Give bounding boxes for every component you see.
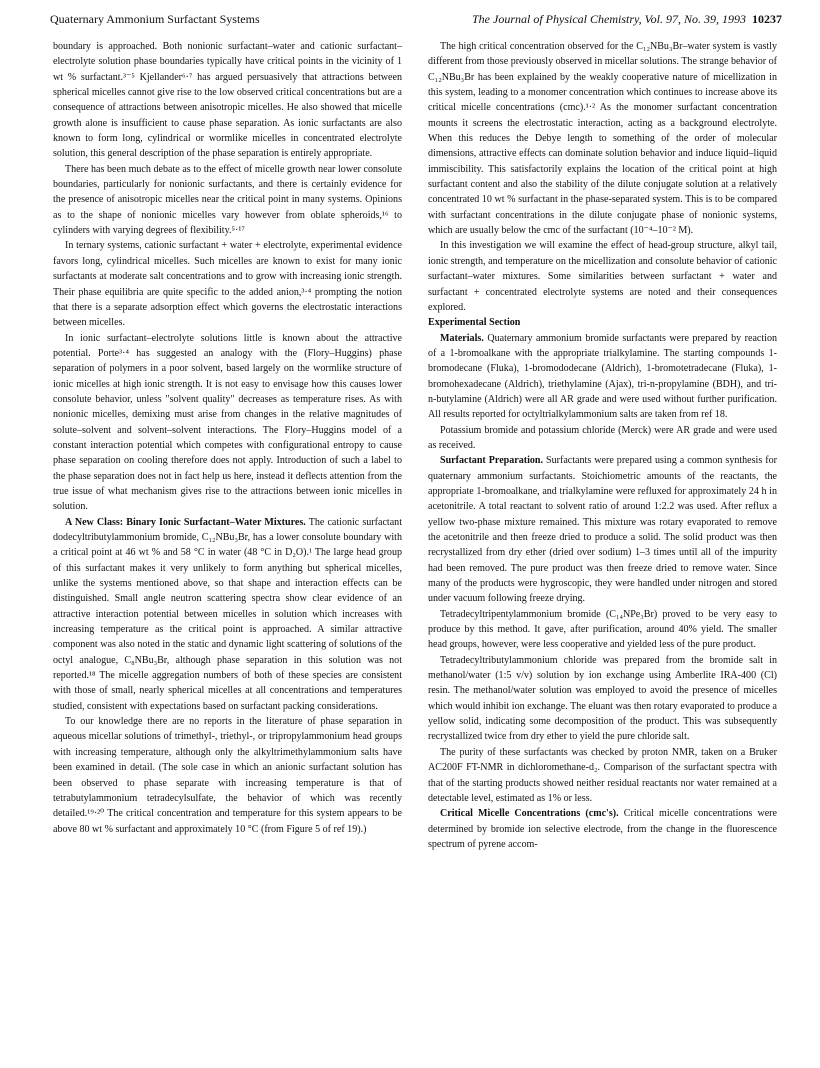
- run-in-heading: A New Class: Binary Ionic Surfactant–Water Mixtures.: [65, 516, 306, 528]
- run-in-heading: Surfactant Preparation.: [440, 455, 544, 467]
- paragraph-text: Surfactants were prepared using a common synthesis for quaternary ammonium surfactants. Stoichiometric amounts of the reactants, the appropriate 1-bromoalkane, and trialkylamine were refluxed for approximately 24 h in acetonitrile. A total reactant to solvent ratio of around 1:2.2 was used. After reflux a yellow two-phase mixture remained. This mixture was rotary evaporated to remove the acetonitrile and then freeze dried to produce a solid. The solid product was then recrystallized from dry ether (dried over sodium) 1–3 times until all of the impurity had been removed. The pure product was then freeze dried to remove water. Since many of the products were hygroscopic, they were handled under nitrogen and stored under vacuum following freeze drying.: [428, 455, 777, 605]
- running-title: Quaternary Ammonium Surfactant Systems: [50, 12, 260, 26]
- paragraph: Potassium bromide and potassium chloride (Merck) were AR grade and were used as received.: [428, 424, 777, 451]
- paragraph: In this investigation we will examine the effect of head-group structure, alkyl tail, ionic strength, and temperature on the micellization and consolute behavior of cationic surfactant–water mixtures. Some similarities between surfactant + water and surfactant + concentrated electrolyte systems are noted and their consequences explored.: [428, 240, 777, 313]
- run-in-heading: Materials.: [440, 332, 484, 344]
- paragraph: There has been much debate as to the effect of micelle growth near lower consolute boundaries, particularly for nonionic surfactants, and there is certainly evidence for the presence of anisotropic micelles near the critical point in many systems. Opinions as to the shape of nonionic micelles vary however from oblate spheroids,¹⁶ to cylinders with varying degrees of flexibility.⁵·¹⁷: [53, 163, 402, 237]
- paragraph: The purity of these surfactants was checked by proton NMR, taken on a Bruker AC200F FT-NMR in dichloromethane-d₂. Comparison of the surfactant spectra with that of the starting products showed neither residual reactants nor water remained at a detectable level, estimated as 1% or less.: [428, 746, 777, 804]
- paragraph: In ionic surfactant–electrolyte solutions little is known about the attractive potential. Porte³·⁴ has suggested an analogy with the (Flory–Huggins) phase separation of polymers in a poor solvent, based largely on the wormlike structure of ionic micelles at high ionic strength. It is not easy to envisage how this causes lower consolute behavior, unless "solvent quality" decreases as temperature rises. As with nonionic micelles, demixing must arise from changes in the relative magnitudes of solute–solvent and solvent–solvent interactions. The Flory–Huggins model of a constant interaction potential which competes with configurational entropy to cause phase separation on cooling therefore does not apply. Introduction of such a label to the phase separation does not in fact help us here, instead it deflects attention from the true issue of what mechanism gives rise to the attractions between ionic micelles in solution.: [53, 332, 402, 513]
- paragraph-text: Quaternary ammonium bromide surfactants were prepared by reaction of a 1-bromoalkane with the appropriate trialkylamine. The starting compounds 1-bromodecane (Fluka), 1-bromododecane (Aldrich), 1-bromotetradecane (Fluka), 1-bromohexadecane (Aldrich), triethylamine (Ajax), tri-n-propylamine (BDH), and tri-n-butylamine (Aldrich) were all AR grade and were used without further purification. All results reported for octyltrialkylammonium salts are taken from ref 18.: [428, 332, 778, 421]
- paragraph: [428, 806, 777, 852]
- paragraph: boundary is approached. Both nonionic surfactant–water and cationic surfactant–electrolyte solution phase boundaries typically have critical points in the vicinity of 1 wt % surfactant.³⁻⁵ Kjellander⁶·⁷ has argued persuasively that attractions between spherical micelles cannot give rise to the low observed critical concentrations but are a consequence of attractions between anisotropic micelles. He also showed that micelle growth alone is insufficient to cause phase separation. As ionic surfactants are also known to form long, cylindrical or wormlike micelles in concentrated electrolyte solution, this general description of the phase separation is entirely appropriate.: [53, 41, 402, 160]
- paragraph: In ternary systems, cationic surfactant + water + electrolyte, experimental evidence favors long, cylindrical micelles. Such micelles are known to exist for many ionic surfactants at moderate salt concentrations and to grow with increasing ionic strength. Their phase equilibria are quite specific to the added anion,³·⁴ prompting the notion that there is a separate adsorption effect which governs the electrostatic interactions between micelles.: [53, 240, 402, 329]
- page-number: 10237: [752, 12, 782, 26]
- paragraph-text: The cationic surfactant dodecyltributylammonium bromide, C₁₂NBu₃Br, has a lower consolute boundary with a critical point at 46 wt % and 58 °C in water (48 °C in D₂O).¹ The large head group of this surfactant makes it very unlikely to form anything but spherical micelles, unlike the systems mentioned above, so that shape and interaction effects can be distinguished. Small angle neutron scattering spectra show clear evidence of an attractive interaction potential between micelles in solution which increases with increasing temperature as the critical point is approached. A similar attractive component was also noted in the static and dynamic light scattering of solutions of the octyl analogue, C₈NBu₃Br, although phase separation in this solution was not reported.¹⁸ The micelle aggregation numbers of both of these species are consistent with those of small, nearly spherical micelles at all concentrations and temperatures studied, consistent with expectations based on surfactant packing considerations.: [53, 516, 402, 712]
- section-heading: Experimental Section: [428, 317, 521, 329]
- paragraph: Tetradecyltributylammonium chloride was prepared from the bromide salt in methanol/water (1:5 v/v) solution by ion exchange using Amberlite IRA-400 (Cl) resin. The methanol/water solution was employed to avoid the presence of micelles which would inhibit ion exchange. The eluant was then rotary evaporated to produce a yellow solid, indicating some decomposition of the product. This was subsequently recrystallized twice from dry ether to yield the pure chloride salt.: [428, 654, 777, 743]
- paragraph-text: Critical micelle concentrations were determined by bromide ion selective electrode, from the change in the fluorescence spectrum of pyrene accom-: [428, 808, 777, 850]
- paragraph: The high critical concentration observed for the C₁₂NBu₃Br–water system is vastly different from those previously observed in micellar solutions. The strange behavior of C₁₂NBu₃Br has been explained by the weakly cooperative nature of micellization in this system, leading to a monomer concentration which continues to increase above its critical micelle concentrations (cmc).¹·² As the monomer surfactant concentration mounts it screens the electrostatic interaction, acting as a background electrolyte. When this reduces the Debye length to something of the order of molecular dimensions, attractive effects can dominate solution behavior and induce liquid–liquid immiscibility. This satisfactorily explains the location of the critical point at high surfactant content and also the stability of the dilute conjugate solution at a relatively concentrated 10 wt % surfactant in the phase-separated system. This is to be compared with surfactant concentrations in the dilute conjugate phase of nonionic systems, which are usually below the cmc of the surfactant (10⁻⁴–10⁻² M).: [428, 41, 777, 237]
- journal-name: The Journal of Physical Chemistry, Vol. 97, No. 39, 1993: [472, 12, 746, 26]
- paragraph: [428, 453, 777, 606]
- journal-citation: [472, 12, 782, 27]
- paragraph: To our knowledge there are no reports in the literature of phase separation in aqueous micellar solutions of trimethyl-, triethyl-, or tripropylammonium head groups with increasing temperature, although only the alkyltrimethylammonium salts have been examined in detail. (The sole case in which an anionic surfactant solution has been observed to phase separate with increasing temperature is that of tetrabutylammonium tetradecylsulfate, the behavior of which was recently detailed.¹⁹·²⁰ The critical concentration and temperature for this system appears to be above 80 wt % surfactant and approximately 10 °C (from Figure 5 of ref 19).): [53, 716, 402, 835]
- left-column: [53, 39, 402, 837]
- paragraph: [53, 515, 402, 714]
- running-header: [50, 12, 782, 32]
- paragraph: [428, 331, 777, 423]
- run-in-heading: Critical Micelle Concentrations (cmc's).: [440, 808, 619, 820]
- paragraph: Tetradecyltripentylammonium bromide (C₁₄NPe₃Br) proved to be very easy to produce by this method. It gave, after purification, around 40% yield. The smaller head groups, however, were less cooperative and yielded less of the pure product.: [428, 608, 777, 651]
- right-column: [428, 39, 777, 852]
